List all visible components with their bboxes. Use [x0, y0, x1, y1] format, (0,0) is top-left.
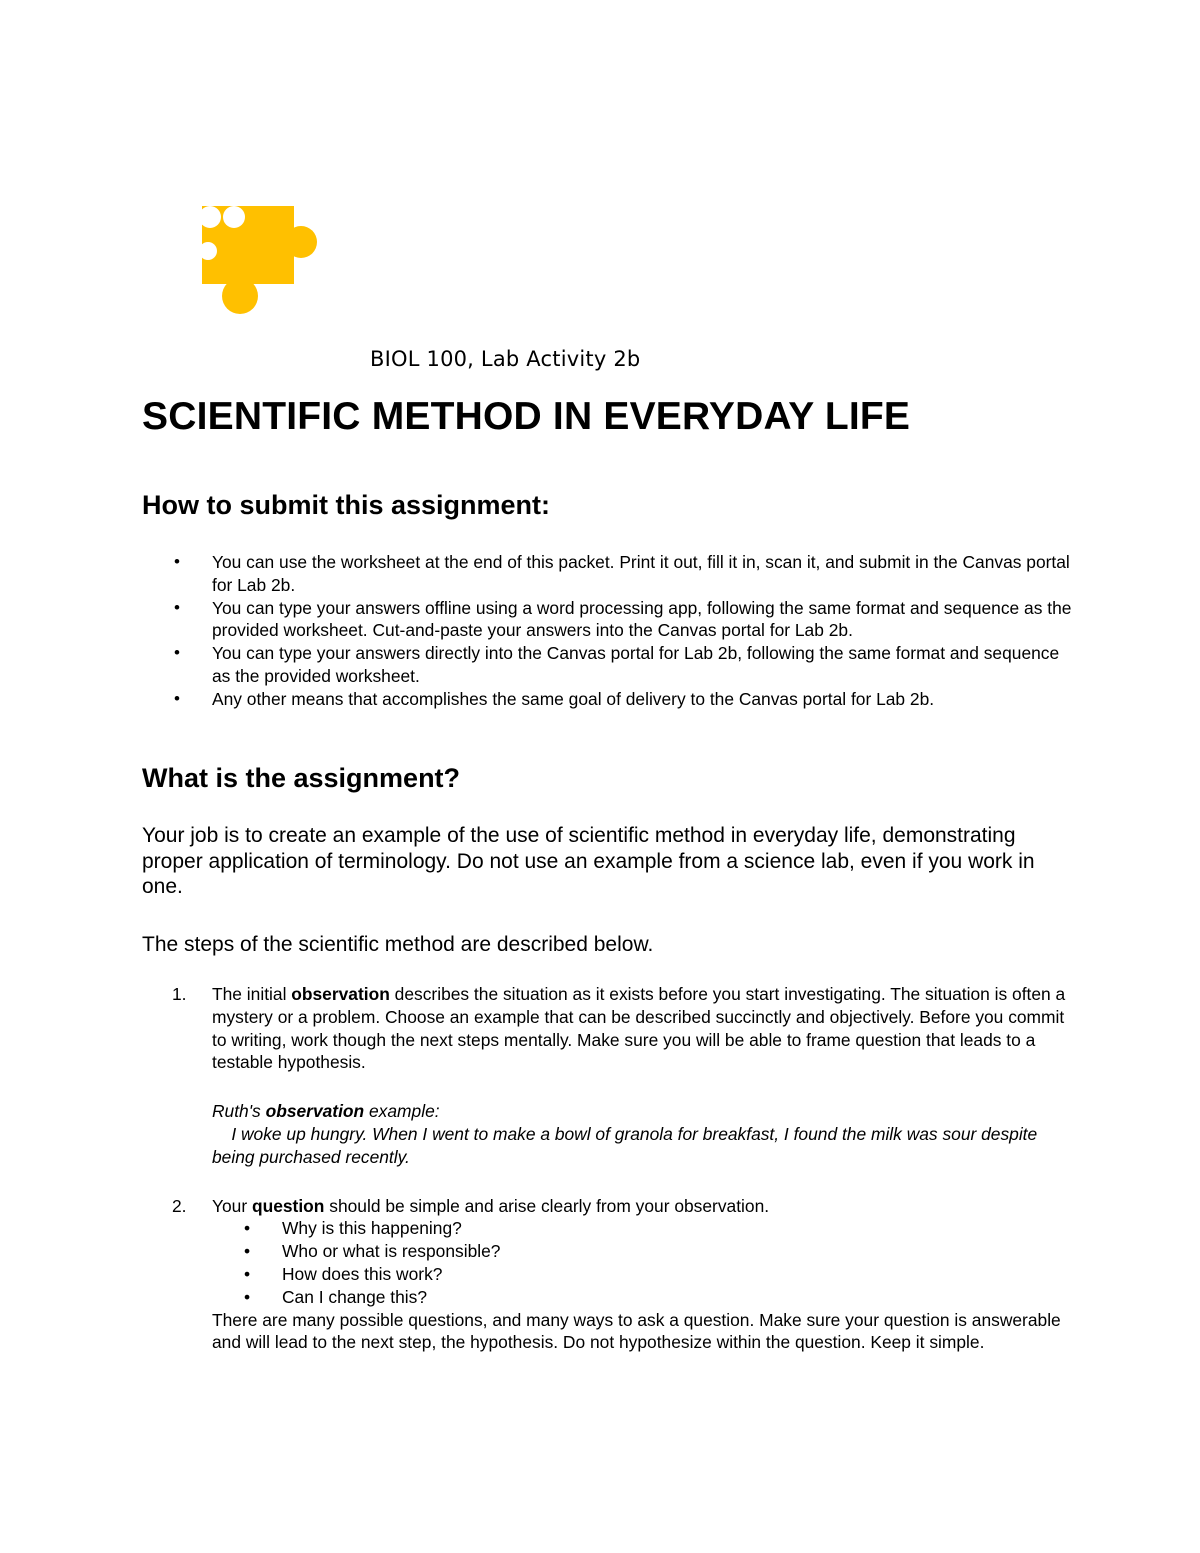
- submit-heading: How to submit this assignment:: [142, 490, 551, 520]
- step-number: 2.: [172, 1195, 187, 1216]
- step-text: [212, 1195, 1072, 1218]
- document-title: SCIENTIFIC METHOD IN EVERYDAY LIFE: [142, 395, 911, 438]
- example-term: observation: [265, 1101, 365, 1122]
- example-text: [212, 1123, 1072, 1169]
- step-text-pre: The initial: [212, 984, 292, 1004]
- submit-option: • Any other means that accomplishes the same goal of delivery to the Canvas portal for Lab 2b.: [142, 688, 1072, 711]
- step-term: observation: [291, 984, 390, 1004]
- question-closing-text: There are many possible questions, and many ways to ask a question. Make sure your question is answerable and will lead to the next step, the hypothesis. Do not hypothesize within the question. Keep it simple.: [212, 1309, 1061, 1353]
- puzzle-piece-icon: [196, 196, 320, 320]
- step-text-pre: Your: [212, 1195, 252, 1216]
- question-example: • Can I change this?: [212, 1286, 1072, 1309]
- question-example: • Why is this happening?: [212, 1217, 1072, 1240]
- question-example: • How does this work?: [212, 1263, 1072, 1286]
- step-number: 1.: [172, 984, 187, 1004]
- submit-options-list: [142, 551, 1072, 711]
- step-observation: [142, 983, 1072, 1169]
- question-examples-list: [212, 1217, 1072, 1308]
- step-text-post: should be simple and arise clearly from your observation.: [324, 1195, 770, 1216]
- question-example: • Who or what is responsible?: [212, 1240, 1072, 1263]
- submit-option: • You can use the worksheet at the end of this packet. Print it out, fill it in, scan it, and submit in the Canvas portal for Lab 2b.: [142, 551, 1072, 597]
- example-label-post: example:: [364, 1101, 440, 1122]
- example-label-pre: Ruth's: [212, 1101, 266, 1122]
- step-text: [212, 983, 1072, 1074]
- example-text-content: I woke up hungry. When I went to make a bowl of granola for breakfast, I found the milk was sour despite being purchased recently.: [212, 1123, 1038, 1167]
- assignment-heading: What is the assignment?: [142, 763, 461, 793]
- observation-example: [212, 1100, 1072, 1168]
- example-label: [212, 1100, 1072, 1123]
- step-text-post: describes the situation as it exists before you start investigating. The situation is often a mystery or a problem. Choose an example that can be described succinctly and objectively. Before you commit to writing, work though the next steps mentally. Make sure you will be able to frame question that leads to a testable hypothesis.: [212, 984, 1066, 1073]
- submit-option: • You can type your answers offline using a word processing app, following the same format and sequence as the provided worksheet. Cut-and-paste your answers into the Canvas portal for Lab 2b.: [142, 597, 1072, 643]
- step-question: [142, 1195, 1072, 1355]
- steps-intro: The steps of the scientific method are described below.: [142, 933, 654, 956]
- submit-option: • You can type your answers directly into the Canvas portal for Lab 2b, following the same format and sequence as the provided worksheet.: [142, 642, 1072, 688]
- step-term: question: [251, 1195, 325, 1216]
- course-label: BIOL 100, Lab Activity 2b: [370, 347, 641, 371]
- steps-list: [142, 983, 1072, 1354]
- job-description: Your job is to create an example of the use of scientific method in everyday life, demonstrating proper application of terminology. Do not use an example from a science lab, even if you work in one.: [142, 824, 1035, 898]
